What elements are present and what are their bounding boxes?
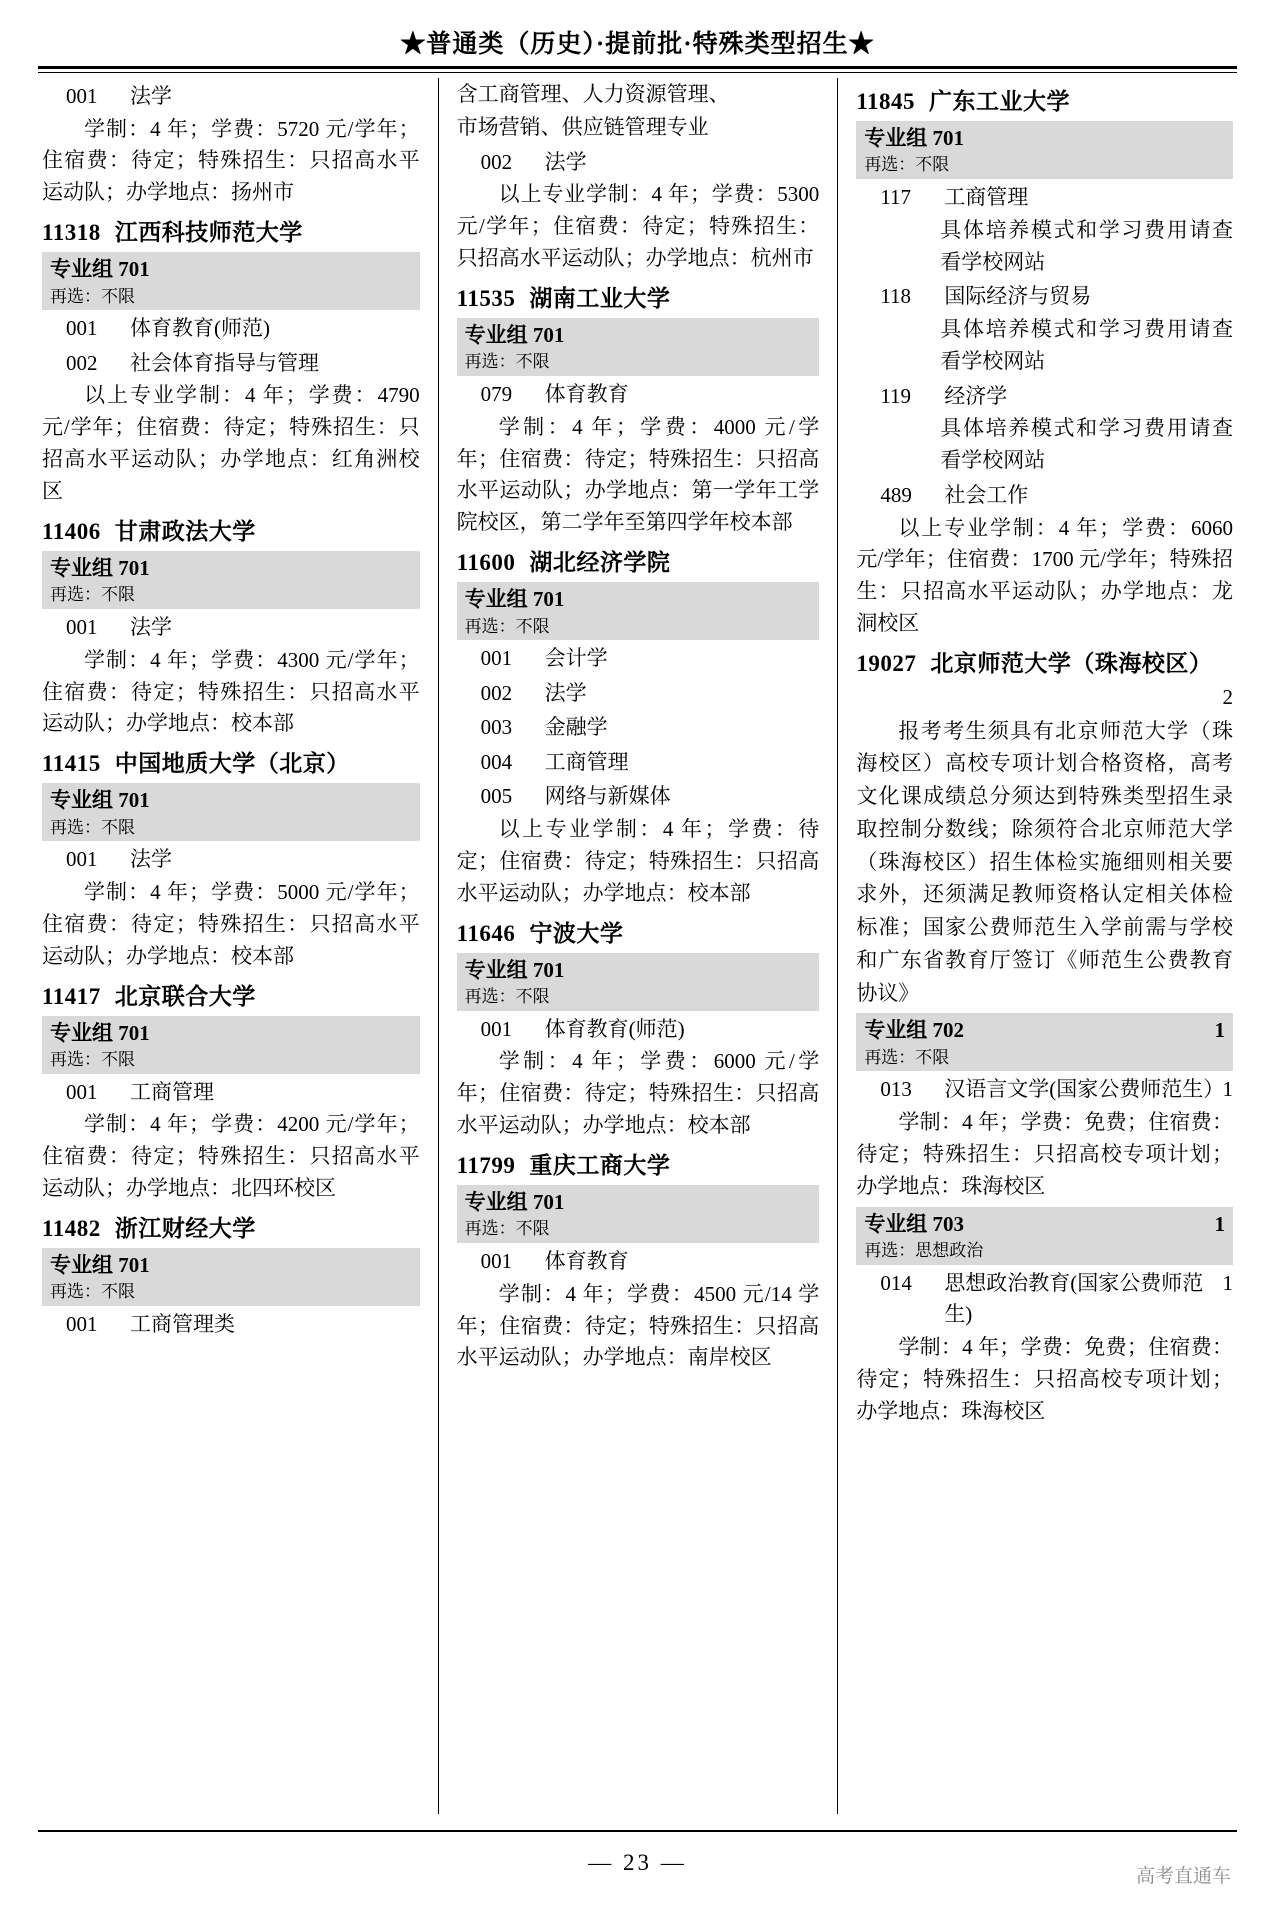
major-name: 汉语言文学(国家公费师范生） [944, 1077, 1225, 1102]
group-subject: 再选：不限 [50, 817, 135, 837]
school-heading [856, 648, 1233, 679]
major-subnote: 具体培养模式和学习费用请查看学校网站 [940, 217, 1233, 274]
major-name: 法学 [544, 149, 587, 174]
major-entry [856, 1074, 1233, 1106]
major-entry [42, 313, 420, 345]
major-group [457, 318, 820, 376]
school-name: 宁波大学 [529, 920, 624, 946]
major-note: 学制：4 年；学费：4200 元/学年；住宿费：待定；特殊招生：只招高水平运动队；办学地点：北四环校区 [42, 1112, 420, 1201]
school-heading [457, 547, 820, 578]
major-code: 118 [880, 284, 912, 309]
school-heading [856, 86, 1233, 117]
major-code: 001 [66, 1312, 98, 1337]
major-code: 001 [66, 84, 98, 108]
major-group [42, 1248, 420, 1306]
major-note: 以上专业学制：4 年；学费：4790 元/学年；住宿费：待定；特殊招生：只招高水平运动队；办学地点：红角洲校区 [42, 383, 420, 504]
major-entry [457, 379, 820, 411]
footer-rule [38, 1830, 1237, 1832]
school-name: 中国地质大学（北京） [114, 751, 350, 777]
group-title: 专业组 701 [464, 957, 565, 982]
major-code: 001 [66, 615, 98, 640]
major-entry [42, 1077, 420, 1109]
school-heading [457, 1150, 820, 1181]
group-subject: 再选：不限 [464, 616, 550, 636]
group-title: 专业组 701 [864, 126, 965, 151]
school-code: 11415 [42, 751, 101, 777]
school-plan-total: 2 [1222, 685, 1233, 710]
group-subject: 再选：思想政治 [864, 1241, 984, 1260]
major-note: 学制：4 年；学费：4300 元/学年；住宿费：待定；特殊招生：只招高水平运动队；办学地点：校本部 [42, 647, 420, 736]
major-entry [856, 480, 1233, 512]
group-subject: 再选：不限 [864, 155, 950, 175]
group-plan: 1 [1214, 1211, 1225, 1236]
major-group [42, 1016, 420, 1074]
school-code: 19027 [856, 651, 917, 677]
school-name: 北京联合大学 [114, 983, 256, 1009]
school-code: 11406 [42, 518, 101, 544]
major-note: 学制：4 年；学费：5720 元/学年；住宿费：待定；特殊招生：只招高水平运动队；办学地点：扬州市 [42, 116, 420, 205]
major-note: 学制：4 年；学费：免费；住宿费：待定；特殊招生：只招高校专项计划；办学地点：珠海校区 [856, 1334, 1233, 1423]
major-entry [856, 281, 1233, 313]
school-name: 湖北经济学院 [529, 550, 671, 576]
major-code: 001 [66, 1079, 98, 1104]
major-name: 体育教育 [544, 1249, 629, 1274]
major-group [856, 121, 1233, 179]
group-subject: 再选：不限 [50, 286, 135, 306]
column-2 [438, 78, 838, 1814]
group-plan: 1 [1214, 1018, 1225, 1043]
school-name: 甘肃政法大学 [114, 518, 256, 544]
school-name: 北京师范大学（珠海校区） [930, 651, 1213, 677]
major-entry [856, 1268, 1233, 1331]
major-code: 013 [880, 1077, 912, 1102]
group-title: 专业组 701 [50, 1020, 150, 1045]
school-intro: 报考考生须具有北京师范大学（珠海校区）高校专项计划合格资格，高考文化课成绩总分须达到特殊类型招生录取控制分数线；除须符合北京师范大学（珠海校区）招生体检实施细则相关要求外，还须满足教师资格认定相关体检标准；国家公费师范生入学前需与学校和广东省教育厅签订《师范生公费教育协议》 [856, 718, 1233, 1005]
watermark: 高考直通车 [1135, 1866, 1231, 1887]
major-subnote: 具体培养模式和学习费用请查看学校网站 [940, 416, 1233, 473]
group-subject: 再选：不限 [464, 1219, 550, 1239]
major-name: 思想政治教育(国家公费师范生) [944, 1270, 1204, 1327]
major-code: 002 [480, 680, 513, 705]
school-name: 广东工业大学 [929, 89, 1071, 114]
major-note: 学制：4 年；学费：5000 元/学年；住宿费：待定；特殊招生：只招高水平运动队；办学地点：校本部 [42, 879, 420, 968]
major-name: 经济学 [944, 383, 1008, 408]
school-heading [42, 748, 420, 779]
major-name: 体育教育 [544, 382, 629, 407]
group-subject: 再选：不限 [464, 987, 550, 1006]
major-entry [457, 147, 820, 179]
major-name: 法学 [130, 84, 172, 108]
major-code: 002 [480, 149, 513, 174]
school-name: 浙江财经大学 [114, 1216, 256, 1242]
group-subject: 再选：不限 [50, 585, 135, 605]
major-entry [457, 1014, 820, 1046]
major-code: 002 [66, 350, 98, 375]
group-title: 专业组 701 [464, 323, 565, 348]
group-title: 专业组 701 [50, 788, 150, 813]
major-name: 工商管理 [944, 185, 1029, 210]
school-heading [42, 981, 420, 1012]
major-entry [457, 678, 820, 710]
major-group [856, 1013, 1233, 1071]
major-plan: 1 [1222, 1077, 1233, 1102]
major-name: 体育教育(师范) [130, 316, 270, 341]
school-code: 11535 [456, 286, 516, 312]
major-note: 学制：4 年；学费：免费；住宿费：待定；特殊招生：只招高校专项计划；办学地点：珠海校区 [856, 1109, 1233, 1198]
major-code: 001 [66, 316, 98, 341]
group-subject: 再选：不限 [50, 1050, 135, 1070]
major-entry [42, 844, 420, 876]
major-code: 001 [480, 646, 513, 671]
major-entry [42, 348, 420, 380]
major-code: 079 [480, 382, 513, 407]
group-title: 专业组 701 [464, 587, 565, 612]
continued-note-line: 含工商管理、人力资源管理、 [456, 82, 730, 106]
major-note: 学制：4 年；学费：4500 元/14 学年；住宿费：待定；特殊招生：只招高水平运动队；办学地点：南岸校区 [456, 1281, 820, 1370]
major-entry [457, 781, 820, 813]
group-subject: 再选：不限 [864, 1047, 950, 1067]
major-code: 001 [480, 1016, 513, 1041]
major-entry [457, 1246, 820, 1278]
major-name: 国际经济与贸易 [944, 284, 1092, 309]
content-columns [38, 78, 1237, 1814]
group-title: 专业组 703 [864, 1211, 965, 1236]
major-name: 法学 [130, 847, 172, 872]
major-entry [42, 1309, 420, 1341]
major-name: 网络与新媒体 [544, 784, 671, 809]
group-title: 专业组 701 [50, 1253, 150, 1278]
major-plan: 1 [1222, 1270, 1233, 1295]
major-entry [42, 612, 420, 644]
major-code: 001 [66, 847, 98, 872]
continued-note-line: 市场营销、供应链管理专业 [456, 114, 709, 139]
major-entry [42, 81, 420, 113]
header-rule [38, 66, 1237, 73]
page-header [0, 0, 1275, 66]
major-entry [856, 182, 1233, 214]
school-heading [457, 918, 820, 949]
major-note: 以上专业学制：4 年；学费：6060 元/学年；住宿费：1700 元/学年；特殊招生：只招高水平运动队；办学地点：龙洞校区 [856, 515, 1233, 636]
major-code: 117 [880, 185, 912, 210]
column-1 [38, 78, 438, 1814]
school-heading [457, 283, 820, 314]
major-group [42, 252, 420, 310]
school-heading [42, 217, 420, 248]
major-code: 014 [880, 1270, 912, 1295]
major-code: 119 [880, 383, 912, 408]
group-subject: 再选：不限 [464, 352, 550, 372]
major-group [457, 1185, 820, 1243]
group-title: 专业组 701 [464, 1190, 565, 1215]
major-name: 社会体育指导与管理 [130, 350, 319, 375]
page-number: — 23 — [588, 1850, 687, 1875]
major-entry [457, 712, 820, 744]
major-note: 学制：4 年；学费：6000 元/学年；住宿费：待定；特殊招生：只招高水平运动队；办学地点：校本部 [456, 1049, 820, 1138]
group-title: 专业组 701 [50, 556, 150, 581]
major-group [457, 582, 820, 640]
major-name: 金融学 [544, 715, 608, 740]
major-note: 以上专业学制：4 年；学费：5300 元/学年；住宿费：待定；特殊招生：只招高水平运动队；办学地点：杭州市 [456, 182, 820, 271]
group-subject: 再选：不限 [50, 1282, 135, 1302]
school-heading [42, 516, 420, 547]
major-name: 工商管理 [130, 1079, 214, 1104]
major-group [42, 783, 420, 841]
major-code: 489 [880, 483, 912, 508]
school-code: 11600 [456, 550, 516, 576]
major-code: 003 [480, 715, 513, 740]
major-note: 以上专业学制：4 年；学费：待定；住宿费：待定；特殊招生：只招高水平运动队；办学地点：校本部 [456, 816, 820, 905]
major-name: 法学 [130, 615, 172, 640]
major-name: 社会工作 [944, 483, 1029, 508]
school-name: 湖南工业大学 [529, 286, 671, 312]
major-name: 法学 [544, 680, 587, 705]
major-note: 学制：4 年；学费：4000 元/学年；住宿费：待定；特殊招生：只招高水平运动队；办学地点：第一学年工学院校区，第二学年至第四学年校本部 [456, 414, 820, 535]
major-code: 005 [480, 784, 513, 809]
major-name: 体育教育(师范) [544, 1016, 685, 1041]
major-code: 001 [480, 1249, 513, 1274]
school-code: 11646 [456, 920, 516, 946]
school-name: 重庆工商大学 [529, 1153, 671, 1179]
school-code: 11799 [456, 1153, 516, 1179]
group-title: 专业组 701 [50, 257, 150, 282]
major-entry [856, 381, 1233, 413]
school-code: 11417 [42, 983, 101, 1009]
header-title: ★普通类（历史）·提前批·特殊类型招生★ [400, 31, 875, 58]
major-subnote: 具体培养模式和学习费用请查看学校网站 [940, 316, 1233, 373]
major-group [42, 551, 420, 609]
major-group [856, 1207, 1233, 1265]
school-heading [42, 1213, 420, 1244]
school-code: 11482 [42, 1216, 101, 1242]
group-title: 专业组 702 [864, 1018, 965, 1043]
school-name: 江西科技师范大学 [114, 220, 303, 246]
major-code: 004 [480, 749, 513, 774]
page-footer [0, 1850, 1275, 1876]
major-name: 工商管理类 [130, 1312, 235, 1337]
major-name: 工商管理 [544, 749, 629, 774]
column-3 [837, 78, 1237, 1814]
school-code: 11845 [856, 89, 916, 114]
major-entry [457, 747, 820, 779]
major-entry [457, 643, 820, 675]
major-group [457, 953, 820, 1011]
major-name: 会计学 [544, 646, 608, 671]
school-code: 11318 [42, 220, 101, 246]
